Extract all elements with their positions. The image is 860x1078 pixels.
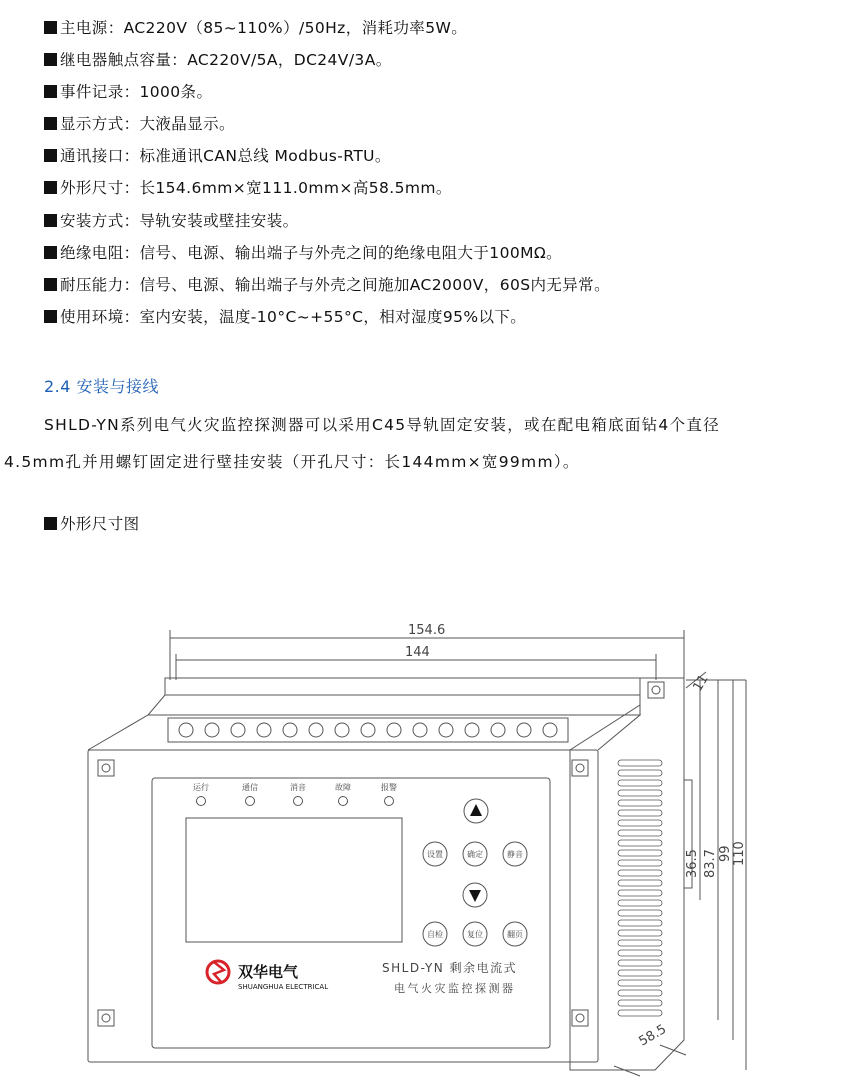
spec-item: 通讯接口：标准通讯CAN总线 Modbus-RTU。 (44, 140, 610, 172)
key-label: 复位 (467, 930, 483, 939)
square-bullet-icon (44, 181, 57, 194)
dim-text-hole-length: 144 (405, 645, 430, 660)
brand-name-cn: 双华电气 (238, 963, 299, 981)
spec-item: 外形尺寸：长154.6mm×宽111.0mm×高58.5mm。 (44, 172, 610, 204)
indicator-label: 报警 (381, 783, 397, 792)
square-bullet-icon (44, 21, 57, 34)
vent-slots (618, 760, 662, 1016)
key-label: 翻页 (507, 930, 523, 939)
up-arrow-icon (470, 804, 482, 816)
spec-item: 绝缘电阻：信号、电源、输出端子与外壳之间的绝缘电阻大于100MΩ。 (44, 237, 610, 269)
terminal-block (168, 718, 568, 742)
dimension-drawing (0, 600, 860, 1078)
spec-list (44, 12, 610, 333)
brand-name-en: SHUANGHUA ELECTRICAL (238, 983, 329, 991)
section-title: 2.4 安装与接线 (44, 377, 160, 396)
dim-text-depth: 58.5 (636, 1021, 670, 1050)
dim-text-height-small: 36.5 (685, 849, 700, 878)
figure-title: 外形尺寸图 (44, 512, 140, 534)
terminal-screws (179, 723, 557, 737)
paragraph-line-2: 4.5mm孔并用螺钉固定进行壁挂安装（开孔尺寸：长144mm×宽99mm）。 (4, 453, 580, 471)
key-label: 静音 (507, 850, 523, 859)
indicator-label: 消音 (290, 783, 306, 792)
lcd-screen (186, 818, 402, 942)
dim-text-ear: 11 (690, 672, 712, 694)
spec-item: 主电源：AC220V（85~110%）/50Hz，消耗功率5W。 (44, 12, 610, 44)
device-top-face (148, 695, 640, 715)
dim-text-overall-length: 154.6 (408, 623, 446, 638)
indicator-label: 通信 (242, 783, 258, 792)
down-arrow-icon (469, 890, 481, 902)
spec-item: 安装方式：导轨安装或壁挂安装。 (44, 205, 610, 237)
mounting-holes (98, 682, 664, 1026)
square-bullet-icon (44, 85, 57, 98)
square-bullet-icon (44, 117, 57, 130)
key-label: 确定 (467, 850, 483, 859)
spec-item: 耐压能力：信号、电源、输出端子与外壳之间施加AC2000V，60S内无异常。 (44, 269, 610, 301)
key-label: 设置 (427, 850, 443, 859)
square-bullet-icon (44, 149, 57, 162)
spec-item: 继电器触点容量：AC220V/5A，DC24V/3A。 (44, 44, 610, 76)
square-bullet-icon (44, 214, 57, 227)
model-line-1: SHLD-YN 剩余电流式 (382, 961, 518, 975)
device-side-face (570, 678, 684, 1070)
key-label: 自检 (427, 930, 443, 939)
square-bullet-icon (44, 53, 57, 66)
keypad (423, 799, 527, 946)
indicator-label: 运行 (193, 783, 209, 792)
square-bullet-icon (44, 517, 57, 530)
indicator-leds (197, 797, 394, 806)
dim-text-height-mid: 83.7 (703, 849, 718, 878)
square-bullet-icon (44, 310, 57, 323)
spec-item: 事件记录：1000条。 (44, 76, 610, 108)
indicator-label: 故障 (335, 783, 351, 792)
dim-text-height-holes: 99 (718, 845, 733, 862)
square-bullet-icon (44, 278, 57, 291)
spec-item: 显示方式：大液晶显示。 (44, 108, 610, 140)
square-bullet-icon (44, 246, 57, 259)
spec-item: 使用环境：室内安装，温度-10°C~+55°C，相对湿度95%以下。 (44, 301, 610, 333)
terminal-strip-back (165, 678, 640, 695)
paragraph-line-1: SHLD-YN系列电气火灾监控探测器可以采用C45导轨固定安装，或在配电箱底面钻4个直径 (44, 416, 720, 434)
model-line-2: 电气火灾监控探测器 (394, 982, 516, 995)
brand-logo-icon (207, 961, 229, 983)
dim-text-height-total: 110 (732, 841, 747, 866)
